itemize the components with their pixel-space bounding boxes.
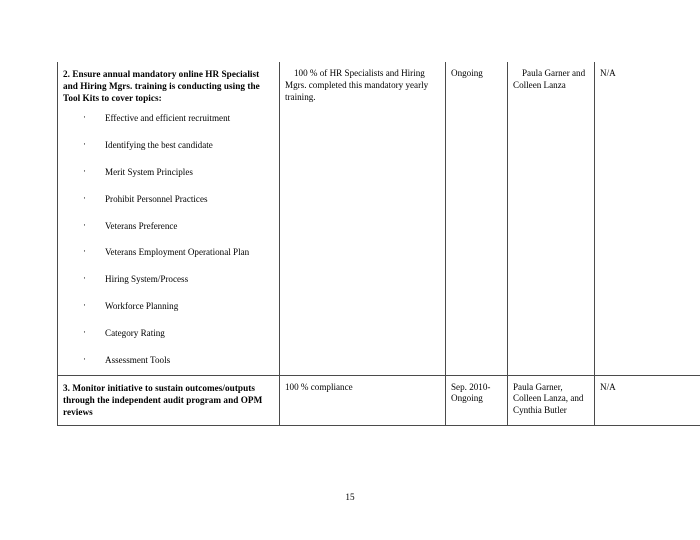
bullet-icon: · bbox=[83, 353, 86, 364]
objective-topics-list bbox=[63, 113, 274, 366]
objective-title: 3. Monitor initiative to sustain outcomes/outputs through the independent audit program and OPM reviews bbox=[63, 382, 263, 417]
bullet-icon: · bbox=[83, 273, 86, 284]
list-item bbox=[63, 328, 274, 340]
cell-responsible bbox=[508, 62, 595, 375]
timeline-text: Ongoing bbox=[451, 68, 483, 78]
bullet-icon: · bbox=[83, 300, 86, 311]
cell-measure bbox=[280, 62, 446, 375]
list-item-label: Workforce Planning bbox=[105, 301, 179, 312]
resources-text: N/A bbox=[600, 381, 616, 392]
page-number: 15 bbox=[345, 492, 355, 502]
objective-title: 2. Ensure annual mandatory online HR Specialist and Hiring Mgrs. training is conducting using the Tool Kits to cover topics: bbox=[63, 69, 260, 104]
list-item bbox=[63, 194, 274, 206]
list-item-label: Veterans Employment Operational Plan bbox=[105, 247, 250, 258]
list-item bbox=[63, 167, 274, 179]
list-item-label: Hiring System/Process bbox=[105, 274, 189, 285]
bullet-icon: · bbox=[83, 219, 86, 230]
list-item bbox=[63, 355, 274, 367]
responsible-text: Paula Garner, Colleen Lanza, and Cynthia Butler bbox=[513, 381, 584, 416]
bullet-icon: · bbox=[83, 166, 86, 177]
list-item bbox=[63, 113, 274, 125]
list-item bbox=[63, 247, 274, 259]
list-item-label: Assessment Tools bbox=[105, 354, 171, 365]
cell-resources bbox=[595, 62, 700, 375]
table-row bbox=[58, 375, 700, 425]
bullet-icon: · bbox=[83, 326, 86, 337]
bullet-icon: · bbox=[83, 139, 86, 150]
list-item-label: Veterans Preference bbox=[105, 220, 178, 231]
list-item-label: Merit System Principles bbox=[105, 167, 193, 178]
table-row bbox=[58, 62, 700, 375]
list-item-label: Category Rating bbox=[105, 327, 165, 338]
list-item-label: Effective and efficient recruitment bbox=[105, 113, 231, 124]
bullet-icon: · bbox=[83, 112, 86, 123]
cell-responsible bbox=[508, 375, 595, 425]
cell-objective bbox=[58, 62, 280, 375]
measure-text: 100 % of HR Specialists and Hiring Mgrs. completed this mandatory yearly training. bbox=[285, 68, 429, 102]
measure-text: 100 % compliance bbox=[285, 381, 353, 392]
responsible-text: Paula Garner and Colleen Lanza bbox=[513, 68, 586, 90]
list-item-label: Identifying the best candidate bbox=[105, 140, 213, 151]
cell-timeline bbox=[446, 375, 508, 425]
cell-timeline bbox=[446, 62, 508, 375]
resources-text: N/A bbox=[600, 68, 616, 78]
bullet-icon: · bbox=[83, 246, 86, 257]
cell-resources bbox=[595, 375, 700, 425]
list-item bbox=[63, 301, 274, 313]
timeline-text: Sep. 2010-Ongoing bbox=[451, 381, 491, 404]
objectives-table bbox=[57, 62, 700, 426]
list-item bbox=[63, 221, 274, 233]
bullet-icon: · bbox=[83, 192, 86, 203]
cell-measure bbox=[280, 375, 446, 425]
list-item-label: Prohibit Personnel Practices bbox=[105, 193, 208, 204]
list-item bbox=[63, 274, 274, 286]
list-item bbox=[63, 140, 274, 152]
cell-objective bbox=[58, 375, 280, 425]
